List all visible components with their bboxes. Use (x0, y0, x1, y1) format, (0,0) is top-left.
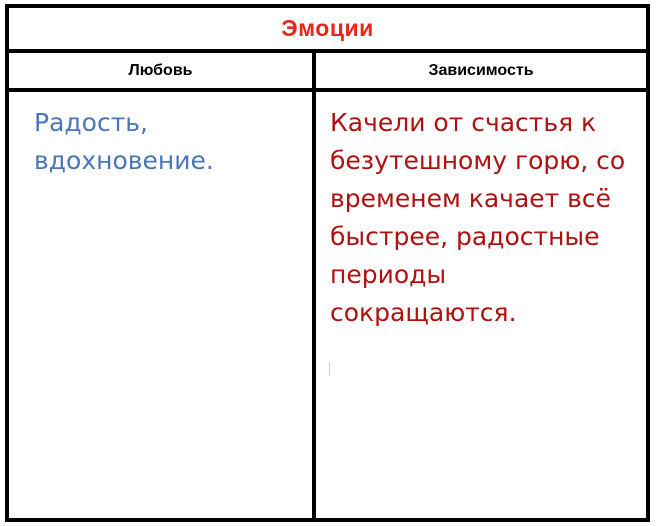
column-header-addiction: Зависимость (428, 61, 534, 79)
column-header-love: Любовь (9, 53, 316, 88)
emotions-table (5, 4, 650, 522)
table-title-row (9, 8, 646, 53)
cell-addiction-content (316, 92, 646, 518)
table-header-row (9, 53, 646, 92)
cell-addiction-text: Качели от счастья к безутешному горю, со временем качает всё быстрее, радостные периоды сокращаются. (330, 108, 626, 327)
table-title: Эмоции (281, 15, 374, 41)
cell-love-content: Радость, вдохновение. (9, 92, 316, 518)
table-body-row (9, 92, 646, 518)
text-cursor-mark (329, 362, 330, 376)
